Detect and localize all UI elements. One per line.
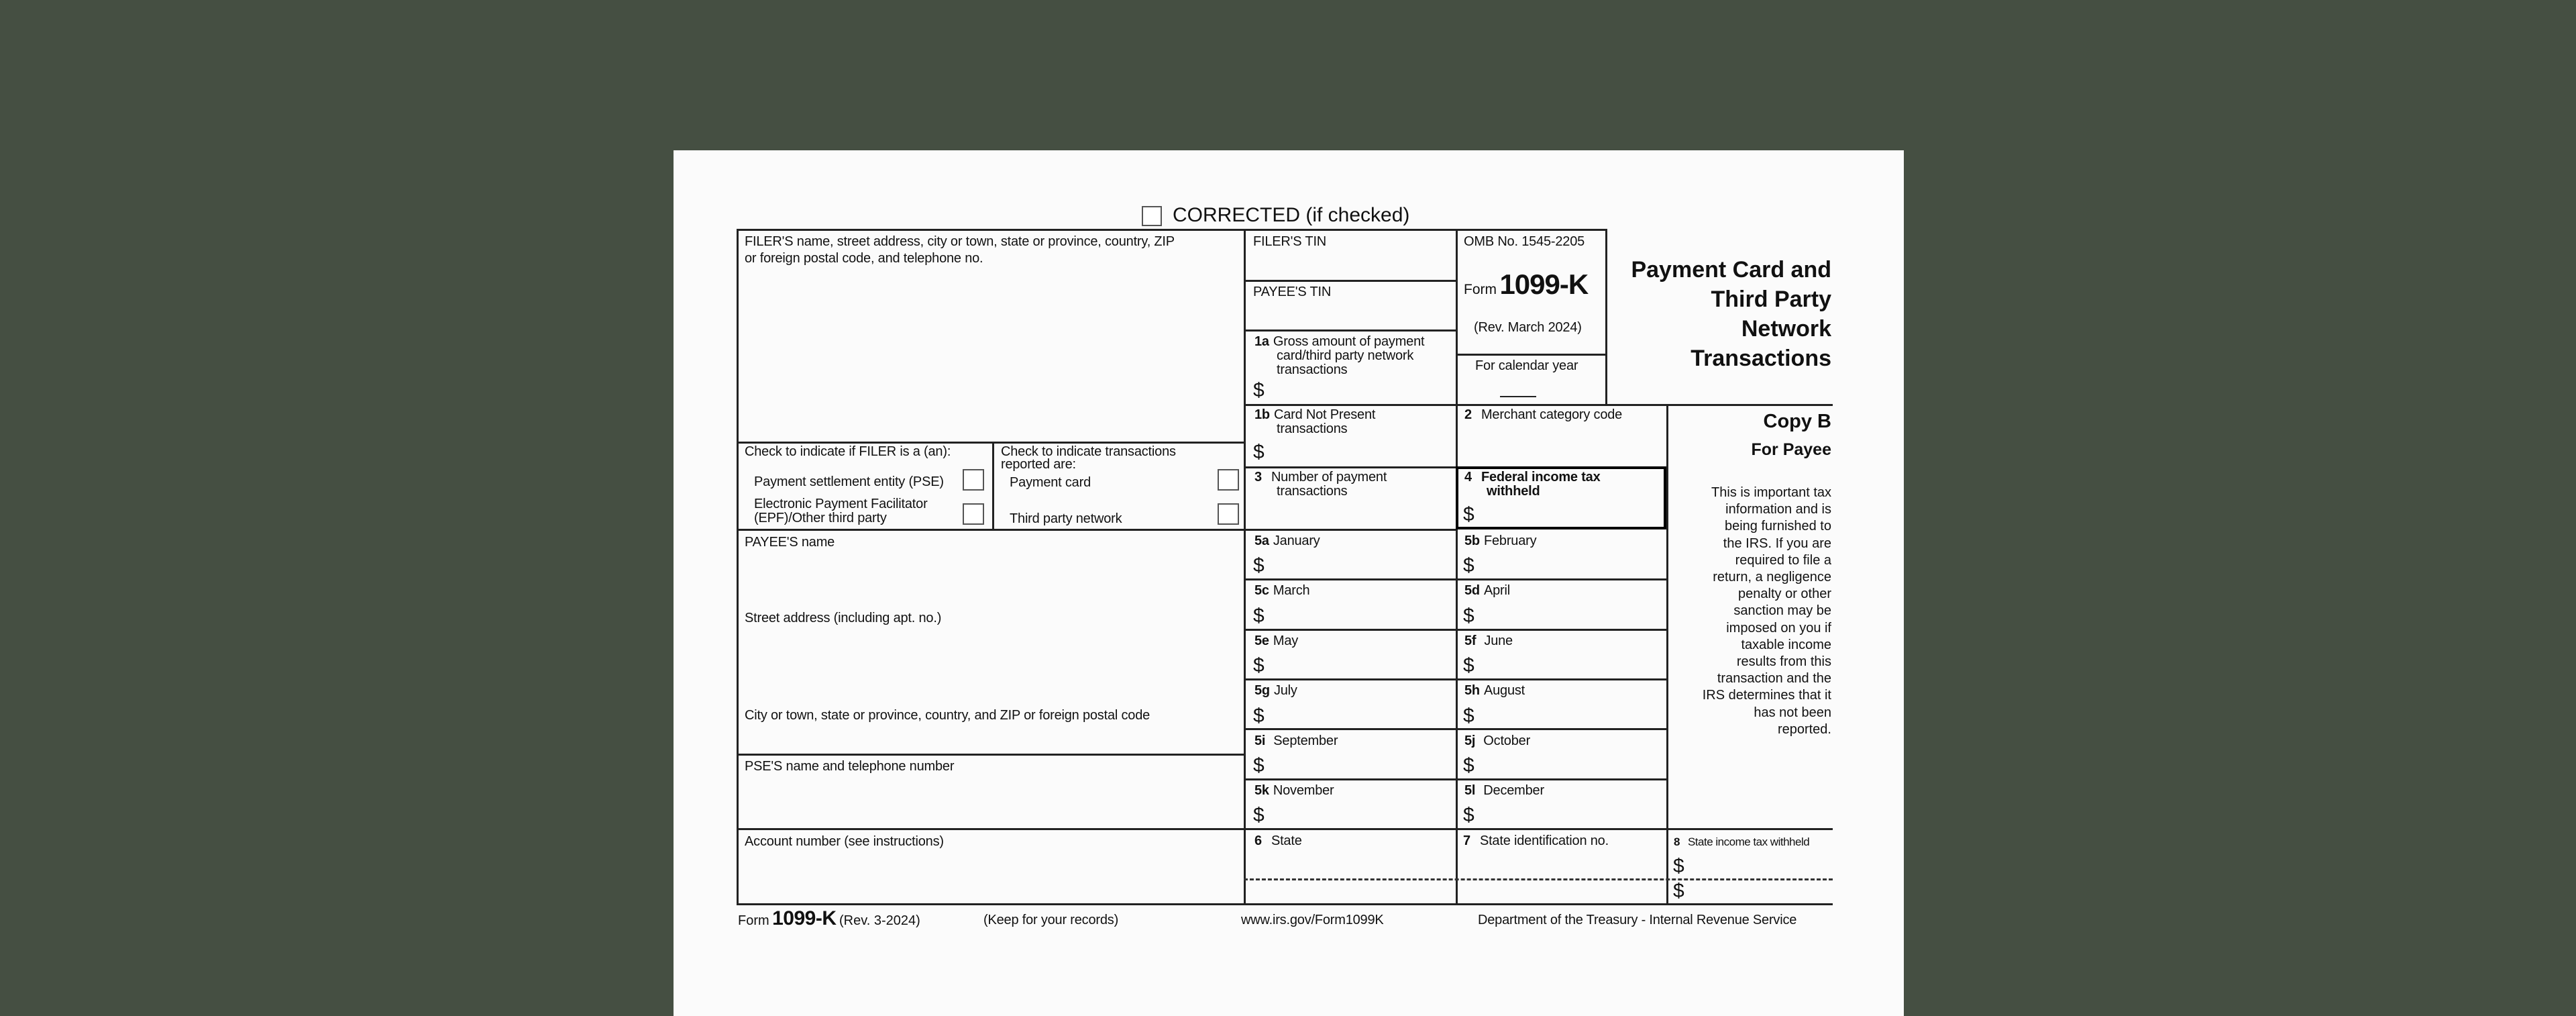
form-revision: (Rev. March 2024) (1474, 320, 1582, 335)
footer-form-word: Form (738, 913, 769, 928)
third-party-network-checkbox[interactable] (1218, 503, 1239, 525)
box-label-line: Gross amount of payment (1273, 334, 1425, 349)
check-divider (992, 442, 994, 529)
notice-line: the IRS. If you are (1723, 536, 1831, 551)
line-calendar (1456, 354, 1605, 356)
dollar-sign: $ (1463, 705, 1474, 727)
box-7-label (1463, 833, 1609, 848)
footer-keep: (Keep for your records) (983, 913, 1119, 927)
box-number: 5d (1464, 583, 1480, 598)
box-number: 1a (1254, 334, 1269, 349)
box-8-label (1674, 835, 1809, 850)
city-label: City or town, state or province, country, and ZIP or foreign postal code (745, 708, 1150, 723)
dollar-sign: $ (1463, 754, 1474, 776)
notice-line: being furnished to (1724, 519, 1831, 534)
box-number: 3 (1254, 470, 1262, 485)
box-3-label (1254, 470, 1387, 485)
form-left-border (737, 229, 739, 905)
epf-label-1: Electronic Payment Facilitator (754, 497, 928, 511)
notice-line: required to file a (1735, 552, 1831, 568)
pse-checkbox[interactable] (963, 469, 984, 491)
pse-name-field[interactable] (741, 776, 1241, 825)
line-1b (1244, 466, 1456, 468)
line-row3 (737, 529, 1456, 531)
box-label-line: Merchant category code (1481, 407, 1623, 422)
box-5h-label (1464, 683, 1525, 698)
box-1b-field[interactable] (1268, 440, 1452, 464)
box-3-label-line2: transactions (1277, 484, 1348, 499)
box-4-label (1464, 470, 1601, 485)
box-1b-label (1254, 407, 1375, 422)
line-5c (1244, 629, 1666, 631)
footer-revision: (Rev. 3-2024) (839, 913, 920, 928)
dollar-sign: $ (1253, 441, 1265, 463)
calendar-year-label: For calendar year (1475, 358, 1578, 373)
filer-name-label-2: or foreign postal code, and telephone no. (745, 251, 983, 266)
dollar-sign: $ (1673, 880, 1684, 902)
box-5l-label (1464, 783, 1544, 798)
line-5a (1244, 578, 1666, 580)
line-pse (737, 754, 1244, 756)
box-1a-label (1254, 334, 1424, 349)
account-number-field[interactable] (741, 851, 1241, 901)
box-label-line: State (1271, 833, 1302, 848)
box-5a-label (1254, 534, 1320, 548)
box-1b-label-line2: transactions (1277, 421, 1348, 436)
notice-line: return, a negligence (1713, 570, 1831, 585)
form-title (1610, 255, 1831, 373)
form-word: Form (1464, 282, 1497, 297)
box-5g-label (1254, 683, 1297, 698)
dollar-sign: $ (1253, 554, 1265, 576)
box-5e-field[interactable] (1268, 651, 1452, 676)
box-8-field-2[interactable] (1687, 881, 1831, 901)
footer-agency: Department of the Treasury - Internal Revenue Service (1478, 913, 1797, 927)
box-1a-label-line3: transactions (1277, 362, 1348, 377)
dollar-sign: $ (1463, 554, 1474, 576)
footer-url[interactable]: www.irs.gov/Form1099K (1241, 913, 1384, 927)
box-number: 5f (1464, 633, 1477, 648)
box-number: 2 (1464, 407, 1472, 422)
form-number: 1099-K (1499, 268, 1589, 300)
notice-line: sanction may be (1733, 603, 1831, 619)
notice-line: information and is (1725, 502, 1831, 517)
box-label-line: Card Not Present (1273, 407, 1376, 422)
box-5k-field[interactable] (1268, 801, 1452, 827)
filer-name-field[interactable] (741, 268, 1241, 439)
copy-label: Copy B (1763, 411, 1831, 432)
city-field[interactable] (741, 725, 1241, 752)
state-dashed-line (1244, 878, 1833, 880)
notice-line: has not been (1754, 705, 1831, 720)
box-5e-label (1254, 633, 1298, 648)
box-5a-field[interactable] (1268, 552, 1452, 577)
title-line-3: Network (1741, 316, 1831, 342)
notice-line: taxable income (1741, 637, 1831, 652)
notice-line: results from this (1736, 654, 1831, 670)
month-label: April (1483, 583, 1510, 598)
box-6-label (1254, 833, 1302, 848)
transaction-type-heading-2: reported are: (1001, 457, 1076, 472)
corrected-label: CORRECTED (if checked) (1173, 204, 1410, 226)
filer-tin-label: FILER'S TIN (1253, 234, 1327, 249)
dollar-sign: $ (1253, 379, 1265, 401)
box-5h-field[interactable] (1479, 701, 1663, 727)
month-label: October (1483, 733, 1531, 748)
omb-number: OMB No. 1545-2205 (1464, 234, 1585, 249)
month-label: June (1484, 633, 1513, 648)
payment-card-checkbox[interactable] (1218, 469, 1239, 491)
line-payee-tin (1244, 329, 1456, 332)
dollar-sign: $ (1463, 605, 1474, 627)
dollar-sign: $ (1463, 804, 1474, 826)
box-4-field[interactable] (1479, 502, 1660, 526)
box-5g-field[interactable] (1268, 701, 1452, 727)
filer-tin-field[interactable] (1248, 252, 1453, 278)
box-5d-field[interactable] (1479, 601, 1663, 627)
box-5l-field[interactable] (1479, 801, 1663, 827)
box-5j-field[interactable] (1479, 752, 1663, 777)
third-party-network-label: Third party network (1010, 511, 1122, 526)
line-5k (737, 828, 1833, 830)
box-3-field[interactable] (1248, 500, 1453, 527)
notice-line: imposed on you if (1726, 620, 1831, 636)
payee-tin-label: PAYEE'S TIN (1253, 285, 1332, 299)
payee-name-field[interactable] (741, 552, 1241, 612)
column-divider-2-top (1456, 229, 1458, 405)
form-top-border (737, 229, 1607, 231)
box-number: 4 (1464, 470, 1472, 485)
box-label-line: Federal income tax (1481, 470, 1601, 485)
copy-for: For Payee (1751, 440, 1831, 459)
box-number: 5g (1254, 683, 1270, 698)
box-number: 6 (1254, 833, 1262, 848)
box-number: 1b (1254, 407, 1270, 422)
omb-column-right (1605, 229, 1607, 405)
box-7-field-1[interactable] (1460, 851, 1664, 876)
box-5f-label (1464, 633, 1513, 648)
form-id (1464, 268, 1588, 301)
box-2-field[interactable] (1460, 426, 1664, 464)
box-4-label-line2: withheld (1487, 484, 1540, 499)
line-5g (1244, 728, 1666, 730)
pse-name-label: PSE'S name and telephone number (745, 759, 955, 774)
box-number: 5b (1464, 534, 1480, 548)
box-5k-label (1254, 783, 1334, 798)
box-5f-field[interactable] (1479, 651, 1663, 676)
box-6-field-1[interactable] (1248, 851, 1453, 876)
month-label: September (1273, 733, 1338, 748)
box-5c-field[interactable] (1268, 601, 1452, 627)
line-1a (1244, 404, 1833, 406)
box-number: 5l (1464, 783, 1476, 798)
dollar-sign: $ (1673, 855, 1684, 877)
notice-line: This is important tax (1711, 485, 1831, 500)
title-line-1: Payment Card and (1631, 257, 1831, 283)
dollar-sign: $ (1253, 705, 1265, 727)
dollar-sign: $ (1253, 754, 1265, 776)
corrected-checkbox[interactable] (1142, 206, 1162, 226)
box-2-label (1464, 407, 1622, 422)
box-number: 5a (1254, 534, 1269, 548)
month-label: July (1273, 683, 1297, 698)
box-5j-label (1464, 733, 1530, 748)
box-5b-label (1464, 534, 1536, 548)
box-1a-field[interactable] (1268, 379, 1452, 402)
month-label: November (1273, 783, 1334, 798)
payment-card-label: Payment card (1010, 475, 1091, 490)
notice-line: transaction and the (1717, 671, 1831, 687)
box-number: 5e (1254, 633, 1269, 648)
box-number: 5j (1464, 733, 1476, 748)
box-8-field-1[interactable] (1687, 851, 1831, 876)
box-5b-field[interactable] (1479, 552, 1663, 577)
pse-label: Payment settlement entity (PSE) (754, 474, 944, 489)
line-check-top (737, 442, 1244, 444)
filer-name-label: FILER'S name, street address, city or town, state or province, country, ZIP (745, 234, 1175, 249)
box-number: 5h (1464, 683, 1480, 698)
footer-form-number: 1099-K (772, 907, 837, 929)
month-label: December (1483, 783, 1544, 798)
box-5i-field[interactable] (1268, 752, 1452, 777)
box-label-line: Number of payment (1271, 470, 1387, 485)
epf-checkbox[interactable] (963, 503, 984, 525)
epf-label-2: (EPF)/Other third party (754, 511, 887, 525)
payee-name-label: PAYEE'S name (745, 535, 835, 550)
street-address-field[interactable] (741, 627, 1241, 708)
month-label: January (1273, 534, 1320, 548)
month-label: February (1483, 534, 1537, 548)
dollar-sign: $ (1463, 503, 1474, 525)
street-address-label: Street address (including apt. no.) (745, 611, 942, 625)
footer-form-id (738, 907, 920, 930)
box-1a-label-line2: card/third party network (1277, 348, 1414, 363)
account-number-label: Account number (see instructions) (745, 834, 944, 849)
line-5e (1244, 678, 1666, 680)
notice-line: IRS determines that it (1702, 688, 1831, 703)
dollar-sign: $ (1253, 804, 1265, 826)
box-6-field-2[interactable] (1248, 881, 1453, 901)
month-label: August (1483, 683, 1525, 698)
title-line-2: Third Party (1711, 287, 1831, 312)
calendar-year-field[interactable] (1500, 396, 1536, 397)
notice-line: reported. (1777, 721, 1831, 737)
payee-tin-field[interactable] (1248, 302, 1453, 329)
notice-line: penalty or other (1738, 587, 1831, 602)
dollar-sign: $ (1463, 654, 1474, 676)
filer-type-heading: Check to indicate if FILER is a (an): (745, 444, 951, 459)
box-number: 8 (1674, 835, 1680, 848)
box-number: 5c (1254, 583, 1269, 598)
box-number: 5i (1254, 733, 1266, 748)
box-label-line: State income tax withheld (1687, 835, 1810, 848)
box-5d-label (1464, 583, 1510, 598)
box-number: 5k (1254, 783, 1269, 798)
dollar-sign: $ (1253, 605, 1265, 627)
box-7-field-2[interactable] (1460, 881, 1664, 901)
copy-notice (1670, 485, 1831, 738)
title-line-4: Transactions (1690, 346, 1831, 371)
box-number: 7 (1463, 833, 1470, 848)
line-5i (1244, 778, 1666, 780)
box-5c-label (1254, 583, 1309, 598)
box-label-line: State identification no. (1479, 833, 1609, 848)
line-filer-tin (1244, 280, 1456, 282)
box-5i-label (1254, 733, 1338, 748)
month-label: March (1273, 583, 1310, 598)
dollar-sign: $ (1253, 654, 1265, 676)
month-label: May (1273, 633, 1299, 648)
transaction-type-heading-1: Check to indicate transactions (1001, 444, 1176, 459)
